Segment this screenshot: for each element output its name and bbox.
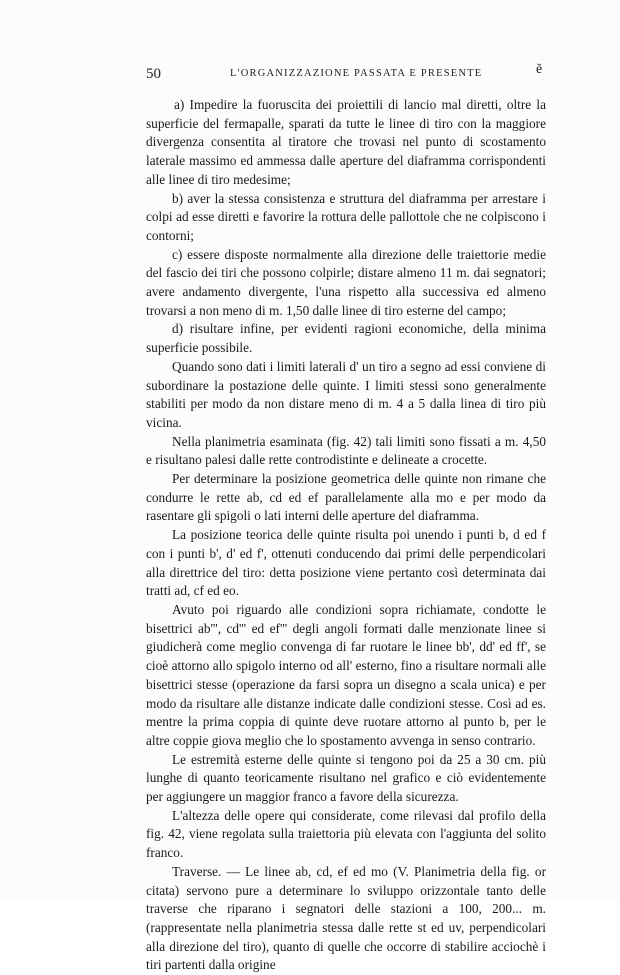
paragraph-geometric-position: Per determinare la posizione geometrica delle quinte non rimane che condurre le rette ab, cd ed ef parallelamente alla mo e per modo da rasentare gli spigoli o lati interni delle aperture del diaframma. xyxy=(146,471,546,524)
corner-mark: ĕ xyxy=(536,62,543,77)
paragraph-planimetry: Nella planimetria esaminata (fig. 42) tali limiti sono fissati a m. 4,50 e risultano palesi dalle rette controdistinte e delineate a crocette. xyxy=(146,433,546,468)
paragraph-traverse: Traverse. — Le linee ab, cd, ef ed mo (V. Planimetria della fig. or citata) servono pure a determinare lo sviluppo orizzontale tanto delle traverse che riparano i segnatori delle stazioni a 100, 200... m. (rappresentate nella planimetria stessa dalle rette st ed uv, perpendicolari alla direzione del tiro), quanto di quelle che occorre di stabilire acciochè i tiri partenti dalla origine xyxy=(146,863,546,973)
page-header xyxy=(146,62,546,86)
body-text xyxy=(146,96,546,975)
page-number: 50 xyxy=(146,66,161,82)
paragraph-height: L'altezza delle opere qui considerate, come rilevasi dal profilo della fig. 42, viene regolata sulla traiettoria più elevata con l'aggiunta del solito franco. xyxy=(146,807,546,861)
paragraph-limits: Quando sono dati i limiti laterali d' un tiro a segno ad essi conviene di subordinare la postazione delle quinte. I limiti stessi sono generalmente stabiliti per modo da non distare meno di m. 4 a 5 dalla linea di tiro più vicina. xyxy=(146,358,546,430)
paragraph-c: c) essere disposte normalmente alla direzione delle traiettorie medie del fascio dei tiri che possono colpirle; distare almeno 11 m. dai segnatori; avere andamento divergente, l'una rispetto alla successiva ed almeno trovarsi a non meno di m. 1,50 dalle linee di tiro esterne del campo; xyxy=(146,246,546,318)
paragraph-theoretical-position: La posizione teorica delle quinte risulta poi unendo i punti b, d ed f con i punti b', d' ed f', ottenuti conducendo dai primi delle perpendicolari alla direttrice del tiro: detta posizione viene pertanto così determinata dai tratti ad, cf ed eo. xyxy=(146,527,546,599)
paragraph-external-ends: Le estremità esterne delle quinte si tengono poi da 25 a 30 cm. più lunghe di quanto teoricamente risultano nel grafico e ciò evidentemente per aggiungere un maggior franco a favore della sicurezza. xyxy=(146,751,546,805)
paragraph-a: a) Impedire la fuoruscita dei proiettili di lancio mal diretti, oltre la superficie del fermapalle, sparati da tutte le linee di tiro con la maggiore divergenza consentita al tiratore che trovasi nel punto di scostamento laterale massimo ed ammessa dalle aperture del diaframma corrispondenti alle linee di tiro medesime; xyxy=(146,97,546,187)
paragraph-b: b) aver la stessa consistenza e struttura del diaframma per arrestare i colpi ad esse diretti e favorire la rottura delle pallottole che ne colpiscono i contorni; xyxy=(146,190,546,243)
running-title: L'ORGANIZZAZIONE PASSATA E PRESENTE xyxy=(230,68,483,79)
paragraph-bisectors: Avuto poi riguardo alle condizioni sopra richiamate, condotte le bisettrici ab''', cd''' ed ef''' degli angoli formati dalle menzionate linee si giudicherà come meglio convenga di far ruotare le linee bb', dd' ed ff', se cioè attorno allo spigolo interno od all' esterno, fino a risultare normali alle bisettrici stesse (operazione da farsi sopra un disegno a scala unica) e per modo da risultare alle distanze indicate dalle condizioni stesse. Così ad es. mentre la prima coppia di quinte deve ruotare attorno al punto b, per le altre coppie giova meglio che lo spostamento avvenga in senso contrario. xyxy=(146,601,546,748)
paragraph-d: d) risultare infine, per evidenti ragioni economiche, della minima superficie possibile. xyxy=(146,321,546,356)
